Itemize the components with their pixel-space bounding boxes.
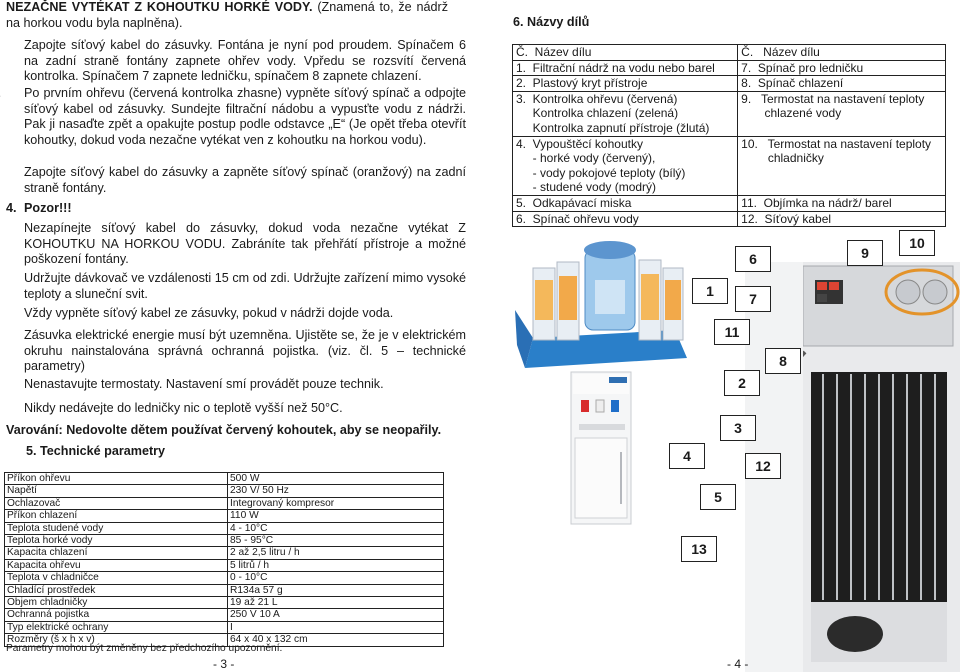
callout-5: 5 [700,484,736,510]
spec-label: Ochlazovač [5,497,228,509]
specs-row [5,522,444,534]
spec-value: 5 litrů / h [228,559,444,571]
specs-row [5,547,444,559]
spec-label: Kapacita chlazení [5,547,228,559]
spec-value: I [228,621,444,633]
spec-value: 250 V 10 A [228,609,444,621]
paragraph-text: Zapojte síťový kabel do zásuvky. Fontána je nyní pod proudem. Spínačem 6 na zadní straně fontány zapnete ohřev vody. Vpředu se rozsvítí červená kontrolka. Spínačem 7 zapnete ledničku, spínačem 8 zapnete chlazení. [24,38,466,83]
parts-row [513,45,946,61]
callout-1: 1 [692,278,728,304]
paragraph-text: Vždy vypněte síťový kabel ze zásuvky, pokud v nádrži dojde voda. [24,306,394,320]
paragraph-f2 [6,401,466,417]
spec-label: Objem chladničky [5,597,228,609]
part-cell: 6. Spínač ohřevu vody [513,211,738,227]
spec-label: Příkon chlazení [5,510,228,522]
paragraph-e [6,377,466,393]
specs-row [5,621,444,633]
paragraph-g [6,86,466,148]
callout-8: 8 [765,348,801,374]
paragraph-text: Nezapínejte síťový kabel do zásuvky, dokud voda nezačne vytékat Z KOHOUTKU NA HORKOU VODU. Zabráníte tak přehřátí přístroje a možné poškození fontány. [24,221,466,266]
spec-label: Rozměry (š x h x v) [5,634,228,646]
spec-label: Typ elektrické ochrany [5,621,228,633]
specs-row [5,559,444,571]
spec-label: Teplota studené vody [5,522,228,534]
specs-row [5,497,444,509]
paragraph-text: Po prvním ohřevu (červená kontrolka zhasne) vypněte síťový spínač a odpojte síťový kabel od zásuvky. Sundejte filtrační nádobu a vypusťte vodu z nádrži. Pak ji nasaďte zpět a opakujte postup podle odstavce „E“ (Je opět třeba otevřít kohoutky, dokud voda nezačne vytékat ven z kohoutku na horkou vodu). [24,86,466,147]
paragraph-label [6,377,24,393]
part-cell: Č. Název dílu [513,45,738,61]
part-cell: 3. Kontrolka ohřevu (červená) Kontrolka chlazení (zelená) Kontrolka zapnutí přístroje (žlutá) [513,91,738,136]
specs-row [5,535,444,547]
specs-row [5,473,444,485]
specs-row [5,510,444,522]
section-number: 4. [6,201,17,215]
paragraph-label [6,328,24,344]
part-cell: 4. Vypouštěcí kohoutky - horké vody (červený), - vody pokojové teploty (bílý) - studené vody (modrý) [513,136,738,195]
part-cell: 7. Spínač pro ledničku [738,60,946,76]
paragraph-label [6,221,24,237]
page-number-right: - 4 - [727,657,749,671]
part-cell: 11. Objímka na nádrž/ barel [738,195,946,211]
part-cell: 1. Filtrační nádrž na vodu nebo barel [513,60,738,76]
parts-row [513,76,946,92]
specs-row [5,572,444,584]
part-cell: 9. Termostat na nastavení teploty chlazené vody [738,91,946,136]
spec-label: Příkon ohřevu [5,473,228,485]
paragraph-d [6,328,466,375]
parts-row [513,195,946,211]
paragraph-f [6,38,466,85]
parts-row [513,136,946,195]
spec-value: 4 - 10°C [228,522,444,534]
spec-value: Integrovaný kompresor [228,497,444,509]
callout-9: 9 [847,240,883,266]
footnote: Parametry mohou být změněny bez předchozího upozornění. [6,643,283,654]
page-number-left: - 3 - [213,657,235,671]
spec-label: Chladící prostředek [5,584,228,596]
paragraph-c [6,306,466,322]
part-cell: Č. Název dílu [738,45,946,61]
paragraph-text: Zapojte síťový kabel do zásuvky a zapněte síťový spínač (oranžový) na zadní straně fontány. [24,165,466,195]
intro-bold: NEZAČNE VYTÉKAT Z KOHOUTKU HORKÉ VODY. [6,0,313,14]
parts-row [513,60,946,76]
callout-10: 10 [899,230,935,256]
paragraph-label [6,306,24,322]
parts-table [512,44,946,227]
paragraph-label [6,401,24,417]
paragraph-text: Udržujte dávkovač ve vzdálenosti 15 cm od zdi. Udržujte zařízení mimo vysoké teploty a sluneční svit. [24,271,466,301]
callout-12: 12 [745,453,781,479]
part-cell: 2. Plastový kryt přístroje [513,76,738,92]
callout-4: 4 [669,443,705,469]
spec-value: 2 až 2,5 litru / h [228,547,444,559]
specs-table [4,472,444,647]
spec-label: Kapacita ohřevu [5,559,228,571]
intro-rest: (Znamená to, že nádrž na horkou vodu byla naplněna). [6,0,449,30]
paragraph-b [6,271,466,302]
intro-paragraph [6,0,448,31]
paragraph-text: Zásuvka elektrické energie musí být uzemněna. Ujistěte se, že je v elektrickém okruhu nainstalována správná ochranná pojistka. (viz. čl. 5 – technické parametry) [24,328,466,373]
spec-label: Teplota horké vody [5,535,228,547]
spec-value: 110 W [228,510,444,522]
paragraph-text: Nikdy nedávejte do ledničky nic o teplotě vyšší než 50°C. [24,401,343,415]
pozor-heading [6,201,448,217]
specs-row [5,597,444,609]
paragraph-label [6,165,24,181]
callout-11: 11 [714,319,750,345]
paragraph-label [6,86,24,102]
part-cell: 10. Termostat na nastavení teploty chladničky [738,136,946,195]
parts-heading: 6. Názvy dílů [513,15,590,29]
water-cooler-photo [515,240,695,530]
part-cell: 8. Spínač chlazení [738,76,946,92]
callout-3: 3 [720,415,756,441]
part-cell: 12. Síťový kabel [738,211,946,227]
paragraph-label [6,38,24,54]
part-cell: 5. Odkapávací miska [513,195,738,211]
paragraph-text: Nenastavujte termostaty. Nastavení smí provádět pouze technik. [24,377,384,391]
paragraph-h [6,165,466,196]
parts-row [513,91,946,136]
callout-7: 7 [735,286,771,312]
callout-6: 6 [735,246,771,272]
spec-value: R134a 57 g [228,584,444,596]
spec-value: 85 - 95°C [228,535,444,547]
spec-value: 19 až 21 L [228,597,444,609]
callout-13: 13 [681,536,717,562]
spec-value: 500 W [228,473,444,485]
paragraph-a [6,221,466,268]
spec-label: Napětí [5,485,228,497]
spec-value: 230 V/ 50 Hz [228,485,444,497]
spec-label: Teplota v chladničce [5,572,228,584]
section-title: Pozor!!! [24,201,72,215]
spec-value: 64 x 40 x 132 cm [228,634,444,646]
paragraph-label [6,271,24,287]
specs-row [5,485,444,497]
parts-row [513,211,946,227]
warning-text: Varování: Nedovolte dětem používat červený kohoutek, aby se neopařily. [6,423,442,437]
callout-2: 2 [724,370,760,396]
specs-heading: 5. Technické parametry [26,444,166,458]
specs-row [5,584,444,596]
spec-label: Ochranná pojistka [5,609,228,621]
specs-row [5,609,444,621]
spec-value: 0 - 10°C [228,572,444,584]
